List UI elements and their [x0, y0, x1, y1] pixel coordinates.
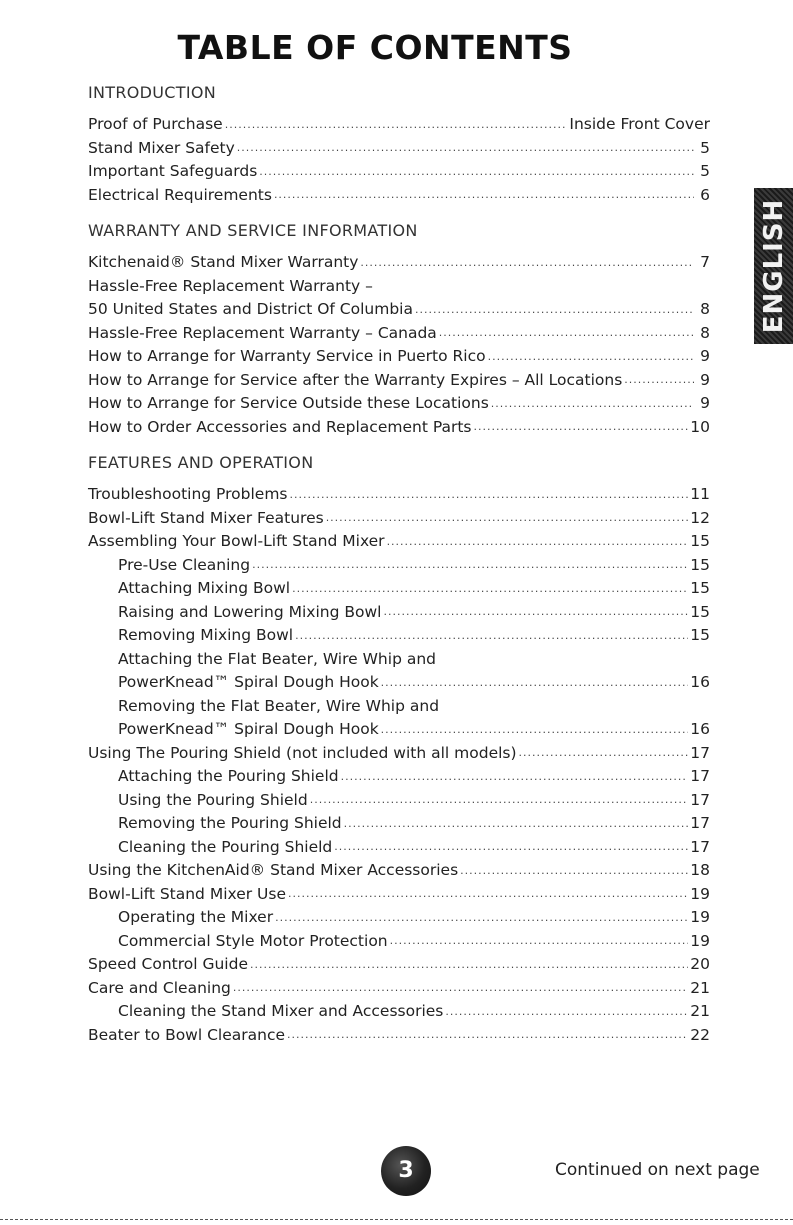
dot-leader	[292, 580, 688, 601]
toc-entry-text-continued: PowerKnead™ Spiral Dough Hook	[118, 720, 379, 738]
dot-leader	[381, 674, 689, 695]
section-heading: FEATURES AND OPERATION	[88, 453, 314, 472]
toc-page-number: 12	[690, 508, 710, 527]
toc-entry-text: Attaching the Flat Beater, Wire Whip and	[118, 649, 436, 668]
toc-page-number: 8	[700, 323, 710, 342]
dot-leader	[295, 627, 688, 648]
toc-page-number: 17	[690, 790, 710, 809]
toc-page-number: 19	[690, 908, 710, 926]
dot-leader	[310, 791, 689, 812]
toc-entry-text: How to Arrange for Service Outside these Locations	[88, 394, 489, 412]
toc-page-number: 5	[700, 162, 710, 180]
toc-page-number: 19	[690, 931, 710, 950]
toc-page-number: 16	[690, 673, 710, 691]
toc-entry-text: Commercial Style Motor Protection	[118, 931, 388, 950]
toc-page-number: 22	[690, 1025, 710, 1044]
toc-entry-text: Cleaning the Pouring Shield	[118, 837, 333, 856]
toc-page-number: 17	[690, 743, 710, 762]
dot-leader	[387, 533, 689, 554]
dot-leader	[290, 486, 689, 507]
toc-entry[interactable]	[88, 369, 710, 393]
toc-entry[interactable]	[88, 577, 710, 601]
dot-leader	[341, 768, 689, 789]
toc-entry-text: Pre-Use Cleaning	[118, 555, 251, 574]
dot-leader	[252, 556, 688, 577]
toc-entry[interactable]	[88, 601, 710, 625]
toc-entry[interactable]	[88, 322, 710, 346]
dot-leader	[624, 371, 694, 392]
toc-page-number: 17	[690, 814, 710, 832]
continued-note: Continued on next page	[555, 1160, 760, 1180]
dot-leader	[519, 744, 689, 765]
page-title: TABLE OF CONTENTS	[177, 28, 573, 67]
toc-entry[interactable]	[88, 137, 710, 161]
dot-leader	[287, 1026, 688, 1047]
dot-leader	[334, 838, 688, 859]
dot-leader	[233, 979, 688, 1000]
dot-leader	[326, 509, 689, 530]
toc-entry-text: Proof of Purchase	[88, 115, 223, 133]
toc-page-number: 7	[700, 253, 710, 271]
toc-entry-text: Beater to Bowl Clearance	[88, 1025, 286, 1044]
toc-entry-text: Removing the Pouring Shield	[118, 814, 342, 832]
toc-page-number: 9	[700, 394, 710, 412]
toc-entry-text: Operating the Mixer	[118, 908, 274, 926]
toc-entry[interactable]	[88, 416, 710, 440]
language-tab-label: ENGLISH	[758, 198, 789, 334]
toc-entry-text: Using the KitchenAid® Stand Mixer Accessories	[88, 861, 459, 879]
toc-entry[interactable]	[88, 275, 710, 322]
footer-divider	[0, 1219, 793, 1220]
toc-entry-text: How to Arrange for Service after the Warranty Expires – All Locations	[88, 370, 623, 389]
toc-entry-text: Removing Mixing Bowl	[118, 626, 294, 644]
toc-entry[interactable]	[88, 392, 710, 416]
toc-page-number: 5	[700, 138, 710, 157]
toc-entry[interactable]	[88, 953, 710, 977]
toc-page-number: 15	[690, 532, 710, 550]
dot-leader	[250, 956, 688, 977]
toc-entry-text-continued: PowerKnead™ Spiral Dough Hook	[118, 673, 379, 691]
page-number: 3	[381, 1146, 431, 1196]
dot-leader	[288, 885, 688, 906]
toc-entry[interactable]	[88, 1000, 710, 1024]
dot-leader	[344, 815, 689, 836]
dot-leader	[381, 721, 689, 742]
toc-entry-text: Electrical Requirements	[88, 185, 272, 204]
toc-entry-text: Assembling Your Bowl-Lift Stand Mixer	[88, 532, 385, 550]
toc-page-number: 9	[700, 370, 710, 389]
toc-entry-text: How to Arrange for Warranty Service in Puerto Rico	[88, 347, 486, 365]
toc-entry[interactable]	[88, 113, 710, 137]
toc-entry-text: Removing the Flat Beater, Wire Whip and	[118, 696, 440, 715]
toc-page-number: 8	[700, 300, 710, 318]
toc-entry[interactable]	[88, 251, 710, 275]
dot-leader	[274, 186, 694, 207]
toc-entry[interactable]	[88, 883, 710, 907]
dot-leader	[237, 139, 694, 160]
toc-entry-text: Hassle-Free Replacement Warranty – Canada	[88, 323, 437, 342]
toc-entry-text: Important Safeguards	[88, 162, 258, 180]
toc-entry-text: Using the Pouring Shield	[118, 790, 308, 809]
toc-entry[interactable]	[88, 648, 710, 695]
toc-entry[interactable]	[88, 530, 710, 554]
toc-entry[interactable]	[88, 184, 710, 208]
toc-entry[interactable]	[88, 765, 710, 789]
toc-entry[interactable]	[88, 812, 710, 836]
toc-entry-text: Cleaning the Stand Mixer and Accessories	[118, 1002, 444, 1020]
toc-entry-text-continued: 50 United States and District Of Columbia	[88, 300, 413, 318]
toc-page-number: 20	[690, 955, 710, 973]
dot-leader	[360, 254, 694, 275]
dot-leader	[491, 395, 694, 416]
toc-entry-text: Troubleshooting Problems	[88, 485, 288, 503]
dot-leader	[390, 932, 689, 953]
toc-page-number: 19	[690, 884, 710, 903]
toc-page-number: 18	[690, 861, 710, 879]
dot-leader	[488, 348, 694, 369]
toc-entry[interactable]	[88, 789, 710, 813]
dot-leader	[415, 301, 694, 322]
toc-page-number: 10	[690, 417, 710, 436]
toc-entry[interactable]	[88, 859, 710, 883]
toc-entry[interactable]	[88, 977, 710, 1001]
dot-leader	[275, 909, 688, 930]
toc-page-number: 16	[690, 720, 710, 738]
toc-entry[interactable]	[88, 345, 710, 369]
toc-entry-text: How to Order Accessories and Replacement Parts	[88, 417, 472, 436]
table-of-contents	[88, 82, 710, 1047]
toc-entry[interactable]	[88, 1024, 710, 1048]
toc-entry-text: Hassle-Free Replacement Warranty –	[88, 276, 373, 295]
toc-page-number: Inside Front Cover	[569, 115, 710, 133]
toc-entry[interactable]	[88, 483, 710, 507]
dot-leader	[439, 324, 694, 345]
toc-entry-text: Bowl-Lift Stand Mixer Use	[88, 884, 286, 903]
toc-entry-text: Raising and Lowering Mixing Bowl	[118, 602, 382, 621]
toc-entry-text: Stand Mixer Safety	[88, 138, 235, 157]
toc-page-number: 17	[690, 837, 710, 856]
dot-leader	[460, 862, 688, 883]
toc-page-number: 15	[690, 555, 710, 574]
language-tab	[754, 188, 793, 344]
toc-entry[interactable]	[88, 160, 710, 184]
toc-entry-text: Speed Control Guide	[88, 955, 248, 973]
toc-entry[interactable]	[88, 742, 710, 766]
dot-leader	[474, 418, 689, 439]
dot-leader	[225, 116, 568, 137]
toc-entry[interactable]	[88, 930, 710, 954]
toc-page-number: 11	[690, 485, 710, 503]
toc-page-number: 15	[690, 602, 710, 621]
toc-entry-text: Attaching the Pouring Shield	[118, 767, 339, 785]
dot-leader	[445, 1003, 688, 1024]
toc-entry-text: Kitchenaid® Stand Mixer Warranty	[88, 253, 359, 271]
toc-entry-text: Using The Pouring Shield (not included with all models)	[88, 743, 517, 762]
section-heading: WARRANTY AND SERVICE INFORMATION	[88, 221, 418, 240]
dot-leader	[259, 163, 694, 184]
toc-entry-text: Care and Cleaning	[88, 978, 231, 997]
toc-page-number: 21	[690, 978, 710, 997]
toc-entry[interactable]	[88, 906, 710, 930]
toc-entry[interactable]	[88, 836, 710, 860]
toc-entry-text: Bowl-Lift Stand Mixer Features	[88, 508, 324, 527]
toc-page-number: 15	[690, 579, 710, 597]
toc-entry[interactable]	[88, 554, 710, 578]
toc-entry[interactable]	[88, 507, 710, 531]
toc-entry[interactable]	[88, 624, 710, 648]
toc-page-number: 9	[700, 347, 710, 365]
dot-leader	[383, 603, 688, 624]
toc-entry[interactable]	[88, 695, 710, 742]
toc-entry-text: Attaching Mixing Bowl	[118, 579, 291, 597]
section-heading: INTRODUCTION	[88, 83, 217, 102]
toc-page-number: 15	[690, 626, 710, 644]
toc-page-number: 17	[690, 767, 710, 785]
toc-page-number: 21	[690, 1002, 710, 1020]
toc-page-number: 6	[700, 185, 710, 204]
